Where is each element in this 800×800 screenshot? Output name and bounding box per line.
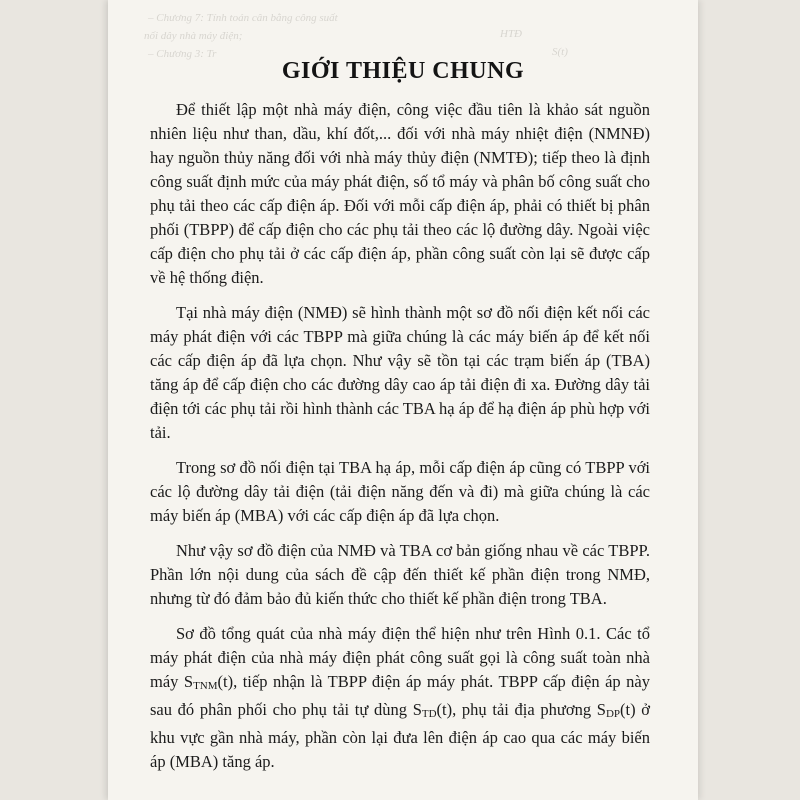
paragraph-1: Để thiết lập một nhà máy điện, công việc đầu tiên là khảo sát nguồn nhiên liệu như than, dầu, khí đốt,... đối với nhà máy nhiệt điện (NMNĐ) hay nguồn thủy năng đối với nhà máy thủy điện (NMTĐ); tiếp theo là định công suất định mức của máy phát điện, số tổ máy và phân bố công suất cho phụ tải theo các cấp điện áp. Đối với mỗi cấp điện áp, phải có thiết bị phân phối (TBPP) để cấp điện cho các phụ tải theo các lộ đường dây. Ngoài việc cấp điện cho phụ tải ở các cấp điện áp, phần công suất còn lại sẽ được cấp về hệ thống điện. [150, 100, 650, 287]
bleed-line-3: – Chương 3: Tr [148, 48, 217, 60]
bleed-line-1: – Chương 7: Tính toán cân bằng công suất [148, 12, 338, 24]
book-page [108, 0, 698, 800]
bleed-through-text [108, 6, 698, 66]
paragraph-5-part-3: (t), phụ tải địa phương S [436, 700, 606, 719]
paragraph-5 [150, 622, 650, 774]
body-text [150, 98, 650, 785]
paragraph-5-part-4: (t) ở khu vực gần nhà máy, phần còn lại đưa lên điện áp cao qua các máy biến áp (MBA) tăng áp. [150, 700, 650, 771]
paragraph-5-part-2: (t), tiếp nhận là TBPP điện áp máy phát. TBPP cấp điện áp này sau đó phân phối cho phụ tải tự dùng S [150, 672, 650, 719]
paragraph-5-part-1: Sơ đồ tổng quát của nhà máy điện thể hiện như trên Hình 0.1. Các tổ máy phát điện của nhà máy điện phát công suất gọi là công suất toàn nhà máy S [150, 624, 650, 691]
subscript-dp: DP [605, 708, 620, 720]
paragraph-4: Như vậy sơ đồ điện của NMĐ và TBA cơ bản giống nhau về các TBPP. Phần lớn nội dung của sách đề cập đến thiết kế phần điện trong NMĐ, nhưng từ đó đảm bảo đủ kiến thức cho thiết kế phần điện trong TBA. [150, 541, 650, 608]
subscript-tnm: TNM [193, 680, 218, 692]
page-title: GIỚI THIỆU CHUNG [281, 58, 525, 84]
paragraph-3: Trong sơ đồ nối điện tại TBA hạ áp, mỗi cấp điện áp cũng có TBPP với các lộ đường dây tải điện (tải điện năng đến và đi) mà giữa chúng là các máy biến áp (MBA) với các cấp điện áp đã lựa chọn. [150, 458, 650, 525]
subscript-td: TD [421, 708, 437, 720]
bleed-line-2: nối dây nhà máy điện; [144, 30, 243, 42]
bleed-label-1: HTĐ [500, 28, 523, 40]
bleed-label-2: S(t) [552, 46, 568, 58]
paragraph-2: Tại nhà máy điện (NMĐ) sẽ hình thành một sơ đồ nối điện kết nối các máy phát điện với các TBPP mà giữa chúng là các máy biến áp để kết nối các cấp điện áp đã lựa chọn. Như vậy sẽ tồn tại các trạm biến áp (TBA) tăng áp để cấp điện cho các đường dây cao áp tải điện đi xa. Đường dây tải điện tới các phụ tải rồi hình thành các TBA hạ áp để hạ điện áp phù hợp với tải. [150, 303, 650, 442]
